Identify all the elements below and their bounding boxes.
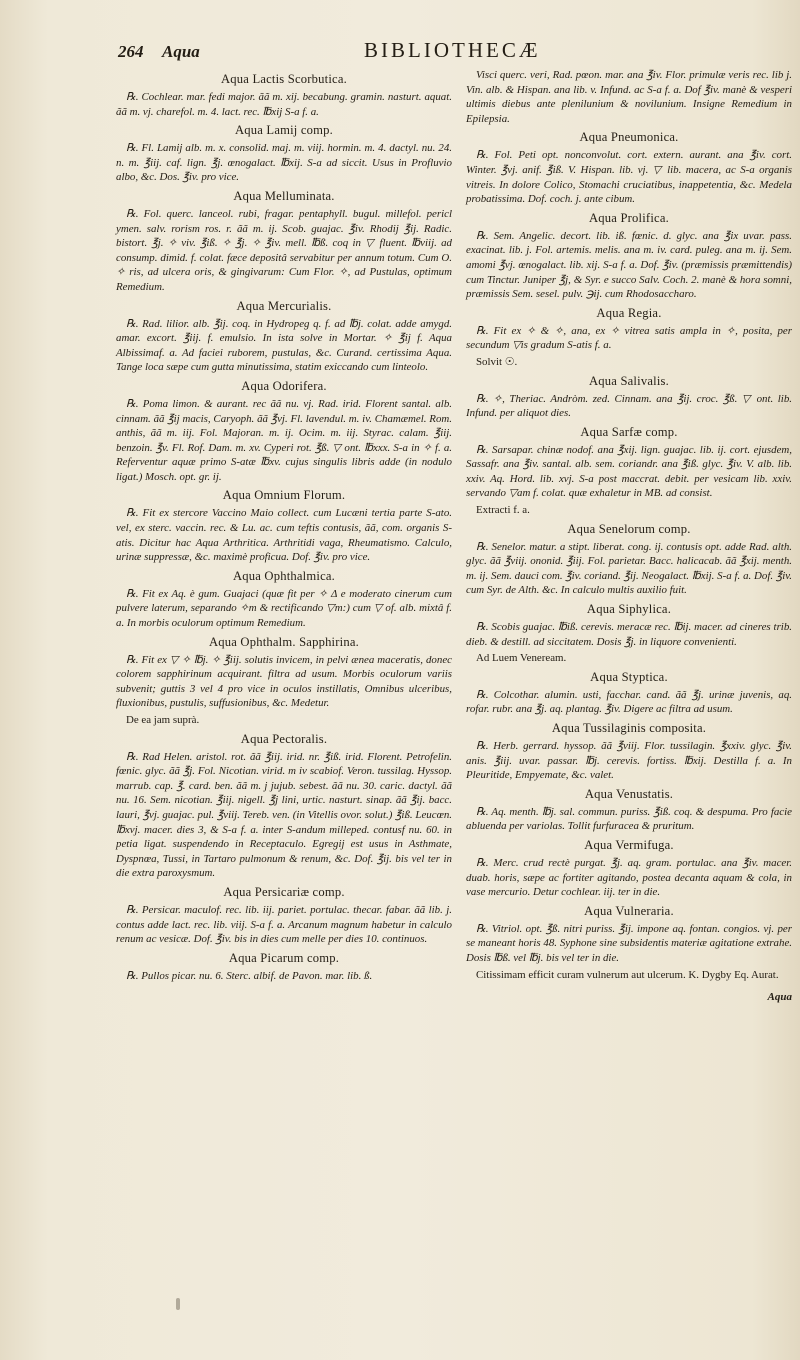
recipe-heading: Aqua Lactis Scorbutica. xyxy=(221,72,347,86)
recipe-heading: Aqua Ophthalm. Sapphirina. xyxy=(208,634,359,649)
recipe-entry xyxy=(116,487,452,564)
recipe-entry xyxy=(116,378,452,485)
recipe-text: ℞. Rad Helen. aristol. rot. ãã ℥iij. irid. nr. ℥iß. irid. Florent. Petrofelin. fœnic. glyc. ãã ℥j. Fol. Nicotian. virid. m iv scabiof. Veron. tussilag. Hyssop. marrub. cap. ℥. card. ben. ãã m. j jujub. sebest. ãã nu. 30. caric. dactyl. ãã nu. 16. Sem. nicotian. ℥iij. nigell. ℥j lini, urtic. nasturt. sinap. ãã ℥ij. bacc. lauri, ℥vj. guajac. pul. ℥viij. Tereb. ven. (in Vitellis ovor. solut.) ℥iß. Leucœn. ℔xvj. macer. dies 3, & S-a f. a. inter S-andum milleped. contusf nu. 60. in petia ligat. suspendendo in Receptaculo. Egregij est usus in Asthmate, Dyspnœa, Tussi, in Tartaro pulmonum & renum, &c. Dof. ℥ij. bis vel ter in die extra paroxysmum. xyxy=(116,750,452,880)
running-word: Aqua xyxy=(162,42,200,61)
recipe-entry xyxy=(466,720,792,783)
recipe-entry xyxy=(466,129,792,206)
recipe-text: ℞. Cochlear. mar. fedi major. ãã m. xij. becabung. gramin. nasturt. aquat. ãã m. vj. charefol. m. 4. lact. rec. ℔xij S-a f. a. xyxy=(116,91,452,118)
recipe-note: Ad Luem Veneream. xyxy=(476,652,567,665)
recipe-heading: Aqua Tussilaginis composita. xyxy=(551,721,707,735)
recipe-entry xyxy=(116,122,452,185)
recipe-entry xyxy=(116,298,452,375)
recipe-heading: Aqua Styptica. xyxy=(590,669,668,684)
recipe-heading: Aqua Pectoralis. xyxy=(240,731,328,746)
recipe-entry xyxy=(466,669,792,717)
recipe-heading: Aqua Pneumonica. xyxy=(579,130,679,145)
recipe-text: ℞. Senelor. matur. a stipt. liberat. cong. ij. contusis opt. adde Rad. alth. glyc. ãã ℥viij. ononid. ℥iij. Fol. parietar. Bacc. halicacab. ãã ℥xij. menth. m. ij. Sem. dauci com. ℥iv. coriand. ℥ij. Neogalact. ℔xij. S-a f. a. Dof. ℥iv. cum Syr. de Alth. &c. In calculo multis auxilio fuit. xyxy=(466,540,792,597)
recipe-text: ℞. Fit ex ▽ ✧ ℔j. ✧ ℥iij. solutis invicem, in pelvi ænea maceratis, donec colorem sapphirinum acquirant. filtra ad usum. Morbis oculorum variis subvenit; guttis 3 vel 4 pro vice in oculos instillatis, Omnibus ulceribus, fluxionibus, pustulis, suffusionibus, &c. Medetur. xyxy=(116,653,452,710)
recipe-text: ℞. Colcothar. alumin. usti, facchar. cand. ãã ℥j. urinæ juvenis, aq. rofar. rubr. ana ℥j. aq. plantag. ℥iv. Digere ac filtra ad usum. xyxy=(466,688,792,716)
recipe-text: ℞. Fit ex Aq. è gum. Guajaci (quæ fit per ✧ Δ e moderato cinerum cum pulvere laterum, separando ✧m & rectificando ▽m:) cum ▽ of. alb. mixtâ f. a. In morbis oculorum optimum Remedium. xyxy=(116,587,452,630)
recipe-text: ℞. Sem. Angelic. decort. lib. iß. fœnic. d. glyc. ana ℥ix uvar. pass. exacinat. lib. j. Fol. artemis. melis. ana m. iv. card. puleg. ana m. ij. Sem. amomi ℥vj. œnogalact. lib. xij. S-a f. a. Dof. ℥iv. (præmissis præmittendis) cum Tinctur. Juniper ℥j, & Syr. e succo Salv. Coch. 2. manè & hora somni, præmissis Sem. sesel. pulv. ℈ij. cum Rhodosaccharo. xyxy=(466,229,792,301)
recipe-text: ℞. Vitriol. opt. ℥ß. nitri puriss. ℥ij. impone aq. fontan. congios. vj. per se maneant horis 48. Syphone sine subsidentis materiæ agitatione extrahe. Dosis ℔ß. vel ℔j. bis vel ter in die. xyxy=(466,922,792,964)
recipe-heading: Aqua Venustatis. xyxy=(584,786,674,801)
recipe-text: Visci querc. veri, Rad. pœon. mar. ana ℥iv. Flor. primulæ veris rec. lib j. Vin. alb. & Hispan. ana lib. v. Infund. ac S-a f. a. Dof ℥iv. manè & vesperi ultimis diebus ante plenilunium & novilunium. Insigne Remedium in Epilepsia. xyxy=(466,69,792,125)
recipe-heading: Aqua Lamij comp. xyxy=(235,123,333,138)
recipe-note: Citissimam efficit curam vulnerum aut ulcerum. K. Dygby Eq. Aurat. xyxy=(476,968,779,981)
recipe-entry xyxy=(116,71,452,119)
recipe-entry xyxy=(116,188,452,295)
recipe-entry xyxy=(116,731,452,881)
recipe-entry xyxy=(466,521,792,598)
recipe-entry xyxy=(466,305,792,370)
recipe-entry xyxy=(466,903,792,966)
recipe-text: ℞. Persicar. maculof. rec. lib. iij. pariet. portulac. thecar. fabar. ãã lib. j. contus adde lact. rec. lib. viij. S-a f. a. Arcanum magnum habetur in calculo renum ac vesicæ. Dof. ℥iv. bis in dies cum melle per dies 10. continuos. xyxy=(116,903,452,946)
page-number: 264 xyxy=(118,42,144,61)
recipe-entry xyxy=(466,210,792,302)
recipe-heading: Aqua Vermifuga. xyxy=(584,837,674,852)
recipe-note: Extracti f. a. xyxy=(476,504,530,517)
recipe-entry xyxy=(116,634,452,728)
recipe-text: ℞. Aq. menth. ℔j. sal. commun. puriss. ℥iß. coq. & despuma. Pro facie abluenda per variolas. Tollit furfuracea & pruritum. xyxy=(466,805,792,833)
recipe-heading: Aqua Vulneraria. xyxy=(584,903,674,918)
recipe-heading: Aqua Siphylica. xyxy=(586,602,672,617)
recipe-entry xyxy=(116,950,452,984)
running-title: BIBLIOTHECÆ xyxy=(364,38,541,62)
recipe-heading: Aqua Picarum comp. xyxy=(228,950,340,965)
catchword: Aqua xyxy=(767,991,792,1004)
recipe-text: ℞. Fol. Peti opt. nonconvolut. cort. extern. aurant. ana ℥iv. cort. Winter. ℥vj. anif. ℥iß. V. Hispan. lib. vj. ▽ lib. macera, ac S-a organis vitreis. In dolore Colico, Stomachi cruciatibus, inappetentia, &c. Medela probatissima. Dof. coch. j. ante cibum. xyxy=(466,149,792,206)
recipe-entry xyxy=(466,424,792,518)
recipe-heading: Aqua Sarfæ comp. xyxy=(580,424,678,439)
recipe-text: ℞. Pullos picar. nu. 6. Sterc. albif. de Pavon. mar. lib. ß. xyxy=(126,969,373,982)
recipe-heading: Aqua Omnium Florum. xyxy=(222,488,346,503)
recipe-entry xyxy=(466,837,792,900)
ink-blemish xyxy=(176,1298,180,1310)
recipe-text: ℞. Fl. Lamij alb. m. x. consolid. maj. m. viij. hormin. m. 4. dactyl. nu. 24. n. m. ℥iij. caf. lign. ℥j. œnogalact. ℔xij. S-a ad siccit. Usus in Profluvio albo, &c. Dos. ℥iv. pro vice. xyxy=(116,142,452,184)
left-column xyxy=(116,68,452,985)
recipe-text: ℞. Poma limon. & aurant. rec ãã nu. vj. Rad. irid. Florent santal. alb. cinnam. ãã ℥ij macis, Caryoph. ãã ℥vj. Fl. lavendul. m. iv. Chamæmel. Rom. anthis, ãã m. iij. Fol. Majoran. m. ij. Ocim. m. iij. Styrac. calam. ℥iij. benzoin. ℥v. Fl. Rof. Dam. m. xv. Cyperi rot. ℥ß. ▽ ont. ℔xxx. S-a in ✧ f. a. Referventur aquæ primo S-atæ ℔xv. cujus singulis libris adde (in nodulo ligat.) Mosch. opt. gr. ij. xyxy=(116,397,452,483)
recipe-text: ℞. Sarsapar. chinæ nodof. ana ℥xij. lign. guajac. lib. ij. cort. ejusdem, Sassafr. ana ℥iv. santal. alb. sem. coriandr. ana ℥iß. glyc. ℥iv. V. alb. lib. xxiv. Aq. Hord. lib. xvj. S-a post maccrat. debit. per vesicam lib. xxiv. servando ▽am f. colat. quæ exhaletur in MB. ad consist. xyxy=(466,443,792,500)
recipe-text: ℞. Fit ex stercore Vaccino Maio collect. cum Lucæni tertia parte S-ato. vel, ex sterc. vaccin. rec. & Lu. ac. cum teftis contusis, ãã, com. organis S-atis. Dicitur hac Aqua Arthritica. Arthritidi vaga, Rheumatismo. Calculo, urinæ suppressæ, &c. maximè proficua. Dof. ℥iv. pro vice. xyxy=(116,507,452,564)
recipe-entry xyxy=(466,68,792,126)
recipe-heading: Aqua Regia. xyxy=(596,305,662,320)
recipe-heading: Aqua Prolifica. xyxy=(589,210,669,225)
recipe-note: De ea jam suprà. xyxy=(126,714,200,726)
recipe-text: ℞. ✧, Theriac. Andròm. zed. Cinnam. ana ℥ij. croc. ℥ß. ▽ ont. lib. Infund. per aliquot dies. xyxy=(466,392,792,420)
recipe-heading: Aqua Melluminata. xyxy=(233,188,335,203)
recipe-text: ℞. Rad. lilior. alb. ℥ij. coq. in Hydropeg q. f. ad ℔j. colat. adde amygd. amar. excort. ℥iij. f. emulsio. In ista solve in Mortar. ✧ ℥ij f. Aqua Albissimaf. a. Ad faciei ruborem, pustulas, &c. Curand. certissima Aqua. Tange loca sæpe cum gutta minutissima, statim exiccando cum linteolo. xyxy=(116,317,452,374)
recipe-entry xyxy=(466,373,792,421)
recipe-entry xyxy=(116,884,452,947)
recipe-entry xyxy=(466,968,792,983)
recipe-note: Solvit ☉. xyxy=(476,355,518,368)
recipe-heading: Aqua Odorifera. xyxy=(241,378,327,393)
recipe-heading: Aqua Mercurialis. xyxy=(236,298,332,313)
recipe-text: ℞. Herb. gerrard. hyssop. ãã ℥viij. Flor. tussilagin. ℥xxiv. glyc. ℥iv. anis. ℥iij. uvar. passar. ℔j. cerevis. fortiss. ℔xij. Destilla f. a. In Pleuritide, Empyemate, &c. valet. xyxy=(466,740,792,782)
recipe-heading: Aqua Ophthalmica. xyxy=(232,568,336,583)
page-header xyxy=(0,28,800,62)
recipe-text: ℞. Fol. querc. lanceol. rubi, fragar. pentaphyll. bugul. millefol. pericl ymen. salv. rorism ros. r. ãã m. ij. Scob. guajac. ℥iv. Rhodij ℥ij. Radic. bistort. ℥j. ✧ viv. ℥iß. ✧ ℥j. ✧ ℥iv. mell. ℔ß. coq in ▽ fluent. ℔viij. ad consump. dimid. f. colat. fæce depositâ servabitur per annum totum. Cum O. ✧ ris, ad ulcera oris, & gingivarum: Cum Flor. ✧, ad Pustulas, optimum Remedium. xyxy=(116,207,452,293)
right-column xyxy=(466,68,792,1005)
recipe-entry xyxy=(116,568,452,631)
recipe-heading: Aqua Senelorum comp. xyxy=(567,521,691,536)
recipe-entry xyxy=(466,601,792,666)
recipe-text: ℞. Scobis guajac. ℔iß. cerevis. meracæ rec. ℔ij. macer. ad cineres trib. dieb. & destill. ad siccitatem. Dosis ℥j. in liquore convenienti. xyxy=(466,621,792,648)
recipe-heading: Aqua Persicariæ comp. xyxy=(223,884,345,899)
recipe-heading: Aqua Salivalis. xyxy=(589,373,669,388)
recipe-text: ℞. Fit ex ✧ & ✧, ana, ex ✧ vitrea satis ampla in ✧, posita, per secundum ▽is gradum S-atis f. a. xyxy=(466,324,792,352)
recipe-text: ℞. Merc. crud rectè purgat. ℥j. aq. gram. portulac. ana ℥iv. macer. duab. horis, sæpe ac fortiter agitando, postea decanta aquam & cola, in vase mercurio. Detur cochlear. iij. ter in die. xyxy=(466,856,792,899)
recipe-entry xyxy=(466,786,792,834)
